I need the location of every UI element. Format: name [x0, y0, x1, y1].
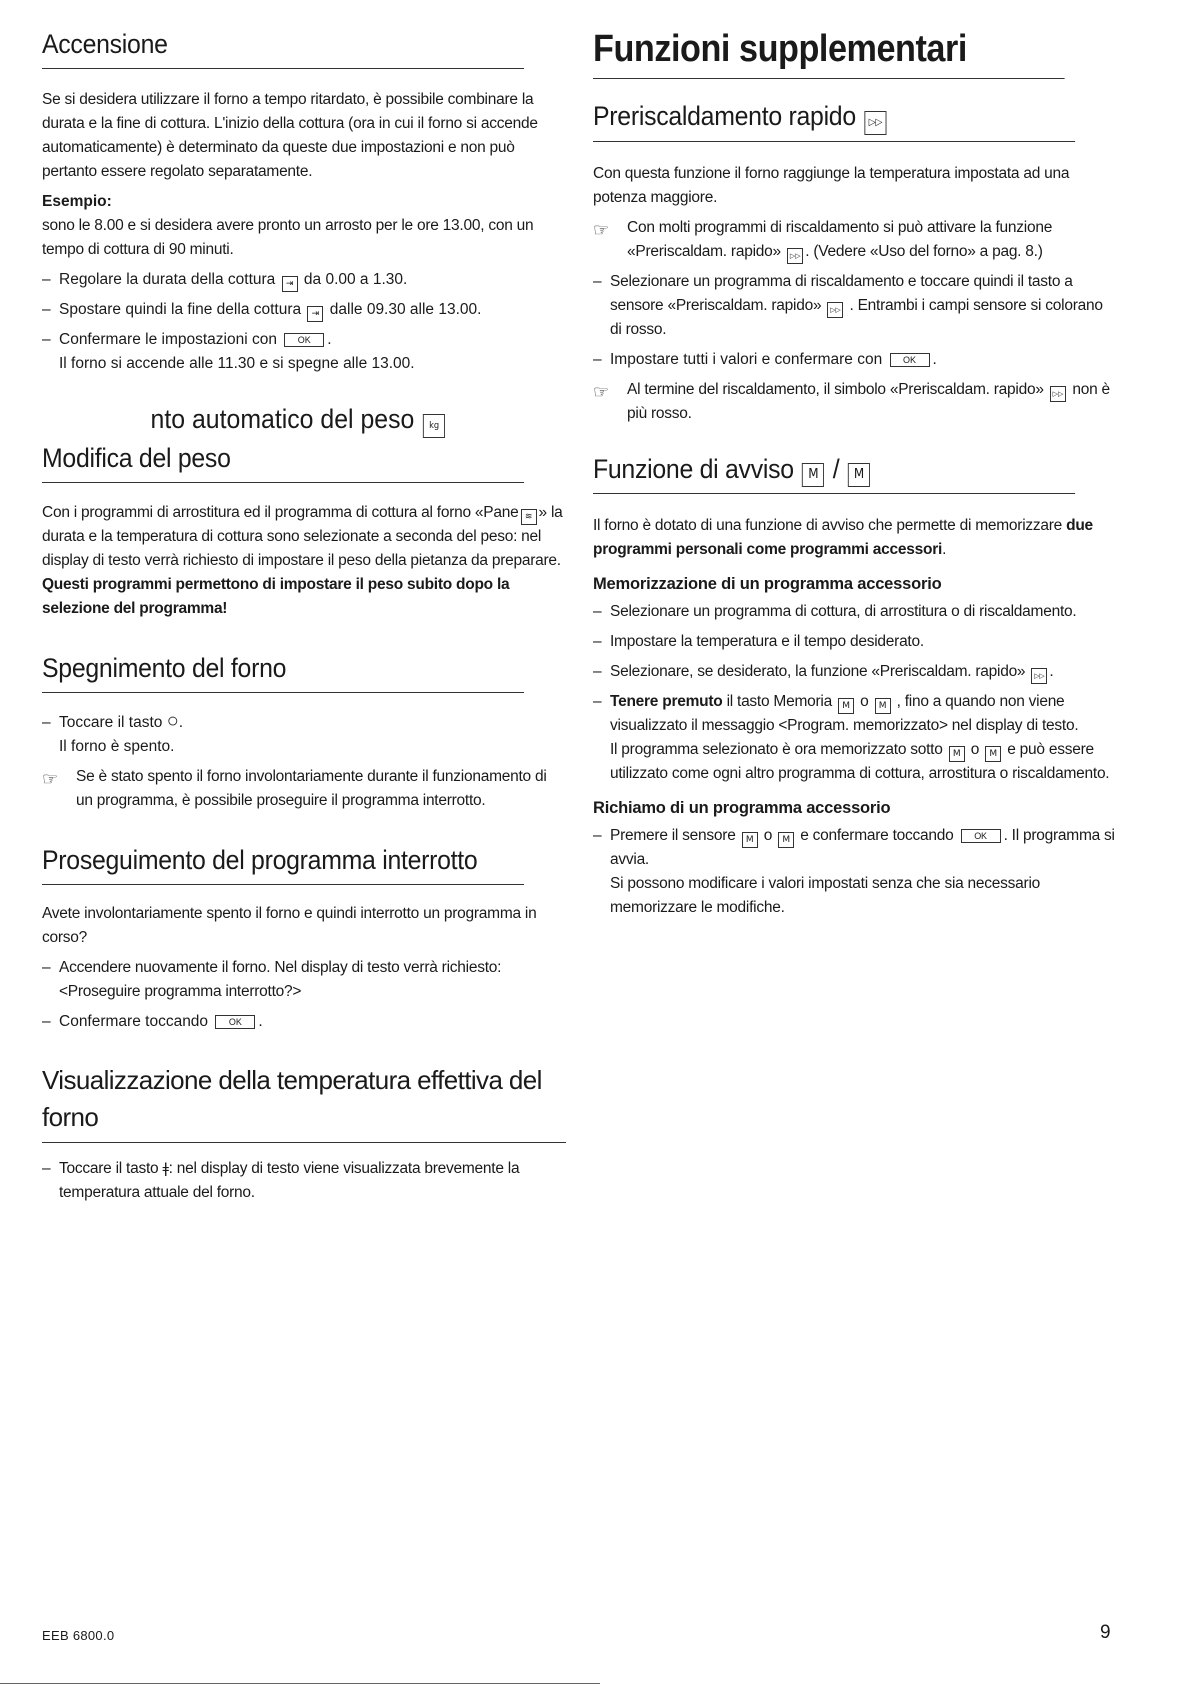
- step-text: e può essere utilizzato come ogni altro programma di cottura, arrostitura o riscaldamento.: [610, 741, 1110, 782]
- avviso-body: [593, 514, 1117, 926]
- avviso-intro: [593, 514, 1117, 562]
- visualizzazione-body: [42, 1157, 566, 1211]
- richiamo-steps: [593, 824, 1117, 920]
- step-text: il tasto Memoria: [726, 693, 832, 710]
- section-title-text: Funzione di avviso: [593, 454, 794, 484]
- peso-text: [42, 501, 566, 573]
- subsection-title: Memorizzazione di un programma accessorio: [593, 575, 942, 593]
- memory-1-icon: M: [949, 746, 965, 762]
- example-text: sono le 8.00 e si desidera avere pronto un arrosto per le ore 13.00, con un tempo di cottura di 90 minuti.: [42, 217, 534, 258]
- preriscaldamento-body: [593, 162, 1117, 432]
- step-text: Toccare il tasto: [59, 1160, 159, 1177]
- memory-2-icon: M: [778, 832, 794, 848]
- list-item: [42, 328, 566, 376]
- ok-button-icon: OK: [284, 333, 324, 347]
- step-text: Si possono modificare i valori impostati senza che sia necessario memorizzare le modifiche.: [610, 875, 1041, 916]
- partial-title-text: nto automatico del peso: [150, 404, 415, 434]
- section-title-text: Preriscaldamento rapido: [593, 101, 856, 131]
- peso-partial-title: [42, 402, 566, 438]
- step-text: Confermare le impostazioni con: [59, 331, 277, 348]
- list-item: [42, 268, 566, 292]
- note: [42, 765, 566, 813]
- section-title: Modifica del peso: [42, 440, 524, 483]
- step-text: Premere il sensore: [610, 827, 736, 844]
- peso-partial-line: [42, 402, 524, 438]
- note-text: . (Vedere «Uso del forno» a pag. 8.): [805, 243, 1043, 260]
- list-item: [42, 711, 566, 759]
- ok-button-icon: OK: [215, 1015, 255, 1029]
- step-text: da 0.00 a 1.30.: [303, 271, 408, 288]
- list-item: – Impostare la temperatura e il tempo desiderato.: [593, 630, 1117, 654]
- fast-preheat-icon: ▷▷: [1031, 668, 1047, 684]
- bottom-divider: [0, 1683, 600, 1684]
- peso-text-a: Con i programmi di arrostitura ed il programma di cottura al forno «Pane: [42, 504, 519, 521]
- section-peso: [42, 440, 566, 483]
- page-number: 9: [1100, 1622, 1111, 1643]
- step-text: o: [970, 741, 980, 758]
- list-item: [593, 348, 1117, 372]
- list-item: [593, 270, 1117, 342]
- memorizzazione-steps: [593, 600, 1117, 786]
- accensione-intro: Se si desidera utilizzare il forno a tempo ritardato, è possibile combinare la durata e la fine di cottura. L'inizio della cottura (ora in cui il forno si accende automaticamente) è determinato da queste due impostazioni e non può pertanto essere regolato separatamente.: [42, 91, 538, 180]
- section-avviso: [593, 451, 1117, 494]
- memory-1-icon: M: [838, 698, 854, 714]
- section-preriscaldamento: [593, 98, 1117, 142]
- step-text: Il forno è spento.: [59, 738, 175, 755]
- duration-icon: ⇥: [282, 276, 298, 292]
- step-text: .: [327, 331, 332, 348]
- step-text: Toccare il tasto: [59, 714, 163, 731]
- page-title: Funzioni supplementari: [593, 26, 1065, 79]
- kg-icon: kg: [423, 414, 445, 438]
- step-text: . Il programma si avvia.: [610, 827, 1115, 868]
- step-text: Impostare tutti i valori e confermare con: [610, 351, 883, 368]
- main-title-block: [593, 26, 1117, 79]
- subsection-title: Richiamo di un programma accessorio: [593, 799, 891, 817]
- note: [593, 378, 1117, 426]
- intro-text: .: [942, 541, 947, 558]
- accensione-steps: [42, 268, 566, 376]
- list-item: [593, 824, 1117, 920]
- section-title: Accensione: [42, 26, 524, 69]
- memory-2-icon: M: [875, 698, 891, 714]
- step-text: Selezionare un programma di riscaldamento e toccare quindi il tasto a sensore «Preriscaldam. rapido»: [610, 273, 1073, 314]
- fast-preheat-icon: ▷▷: [1050, 386, 1066, 402]
- note-text: Se è stato spento il forno involontariamente durante il funzionamento di un programma, è possibile proseguire il programma interrotto.: [76, 768, 547, 809]
- list-item: – Selezionare un programma di cottura, di arrostitura o di riscaldamento.: [593, 600, 1117, 624]
- step-text: , fino a quando non viene visualizzato il messaggio <Program. memorizzato> nel display di testo.: [610, 693, 1079, 734]
- bread-icon: ≋: [521, 509, 537, 525]
- peso-bold-line: [42, 573, 566, 621]
- step-text: .: [178, 714, 184, 731]
- proseguimento-steps: [42, 956, 566, 1034]
- fast-preheat-icon: ▷▷: [827, 302, 843, 318]
- list-item: [42, 1010, 566, 1034]
- note-text: non è più rosso.: [627, 381, 1110, 422]
- title-slash: /: [832, 454, 840, 484]
- step-text: .: [258, 1013, 263, 1030]
- step-text: : nel display di testo viene visualizzata brevemente la temperatura attuale del forno.: [59, 1160, 520, 1201]
- spegnimento-steps: [42, 711, 566, 759]
- section-visualizzazione: [42, 1062, 566, 1143]
- step-text: .: [1049, 663, 1054, 680]
- step-bold: Tenere premuto: [610, 693, 723, 710]
- note-text: Al termine del riscaldamento, il simbolo «Preriscaldam. rapido»: [627, 381, 1044, 398]
- step-text: . Entrambi i campi sensore si colorano di rosso.: [610, 297, 1103, 338]
- list-item: [42, 1157, 566, 1205]
- example-label: Esempio:: [42, 193, 112, 210]
- memory-1-icon: M: [742, 832, 758, 848]
- end-time-icon: ⇥: [307, 306, 323, 322]
- fast-preheat-icon: ▷▷: [787, 248, 803, 264]
- note: [593, 216, 1117, 264]
- pointing-hand-icon: ☞: [593, 220, 610, 240]
- step-text: Il programma selezionato è ora memorizzato sotto: [610, 741, 943, 758]
- section-proseguimento: [42, 842, 566, 885]
- preriscaldamento-steps: [593, 270, 1117, 372]
- list-item: [593, 660, 1117, 684]
- section-title: Spegnimento del forno: [42, 650, 524, 693]
- list-item: [593, 690, 1117, 786]
- proseguimento-body: [42, 902, 566, 1040]
- fast-preheat-icon: ▷▷: [864, 111, 886, 135]
- section-spegnimento: [42, 650, 566, 693]
- preriscaldamento-intro: Con questa funzione il forno raggiunge la temperatura impostata ad una potenza maggiore.: [593, 165, 1070, 206]
- section-title: [593, 98, 1075, 142]
- list-item: [42, 298, 566, 322]
- pointing-hand-icon: ☞: [42, 769, 59, 789]
- step-text: Spostare quindi la fine della cottura: [59, 301, 302, 318]
- step-text: e confermare toccando: [800, 827, 954, 844]
- step-text: o: [763, 827, 773, 844]
- step-text: .: [932, 351, 937, 368]
- pointing-hand-icon: ☞: [593, 382, 610, 402]
- step-text: Confermare toccando: [59, 1013, 209, 1030]
- intro-bold: due programmi personali come programmi accessori: [593, 517, 1093, 558]
- visualizzazione-steps: [42, 1157, 566, 1205]
- section-title: [593, 451, 1075, 494]
- step-text: Regolare la durata della cottura: [59, 271, 276, 288]
- peso-text-b: » la durata e la temperatura di cottura sono selezionate a seconda del peso: nel display di testo verrà richiesto di impostare il peso della pietanza da preparare.: [42, 504, 563, 569]
- list-item: – Accendere nuovamente il forno. Nel display di testo verrà richiesto: <Proseguire programma interrotto?>: [42, 956, 566, 1004]
- spegnimento-body: [42, 711, 566, 819]
- step-text: o: [860, 693, 869, 710]
- off-icon: ○: [166, 710, 179, 732]
- intro-text: Il forno è dotato di una funzione di avviso che permette di memorizzare: [593, 517, 1063, 534]
- thermometer-icon: ǂ: [162, 1161, 169, 1177]
- memory-2-icon: M: [848, 463, 870, 487]
- section-accensione: [42, 26, 566, 69]
- example-label-line: [42, 190, 566, 214]
- note-text: Con molti programmi di riscaldamento si può attivare la funzione «Preriscaldam. rapido»: [627, 219, 1053, 260]
- step-text: Selezionare, se desiderato, la funzione «Preriscaldam. rapido»: [610, 663, 1026, 680]
- peso-bold-text: Questi programmi permettono di impostare il peso subito dopo la selezione del programma!: [42, 576, 510, 617]
- step-text: Il forno si accende alle 11.30 e si spegne alle 13.00.: [59, 355, 415, 372]
- section-title: Visualizzazione della temperatura effettiva del forno: [42, 1062, 566, 1143]
- peso-body: [42, 501, 566, 621]
- section-title: Proseguimento del programma interrotto: [42, 842, 524, 885]
- ok-button-icon: OK: [890, 353, 930, 367]
- proseguimento-intro: Avete involontariamente spento il forno e quindi interrotto un programma in corso?: [42, 905, 537, 946]
- accensione-body: [42, 88, 566, 382]
- memory-1-icon: M: [802, 463, 824, 487]
- ok-button-icon: OK: [961, 829, 1001, 843]
- memory-2-icon: M: [985, 746, 1001, 762]
- step-text: dalle 09.30 alle 13.00.: [329, 301, 482, 318]
- document-code: EEB 6800.0: [42, 1628, 115, 1643]
